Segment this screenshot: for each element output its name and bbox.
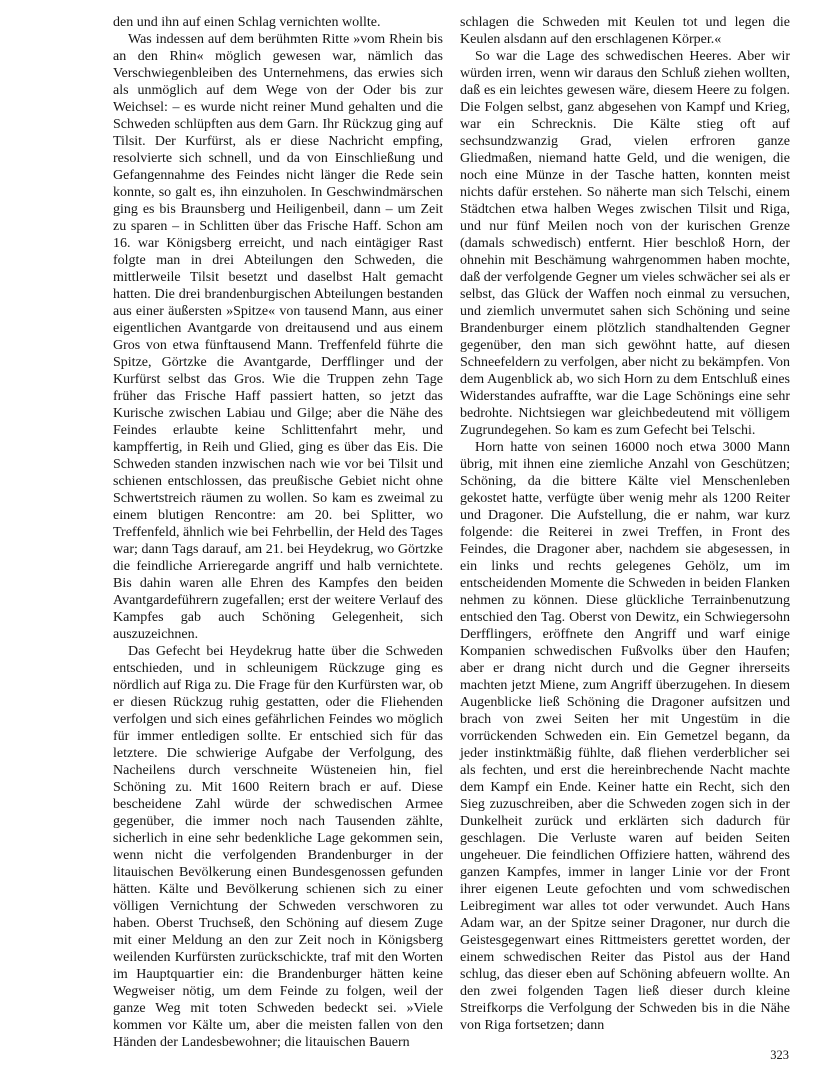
paragraph: So war die Lage des schwedischen Heeres. Aber wir würden irren, wenn wir daraus den Schluß ziehen wollten, daß es ein leichtes gewesen wäre, diesem Heere zu folgen. Die Folgen selbst, ganz abgesehen von Kampf und Krieg, war ein Schrecknis. Die Kälte stieg oft auf sechsundzwanzig Grad, vielen erfroren ganze Gliedmaßen, niemand hatte Geld, und die wenigen, die noch eine Münze in der Tasche hatten, konnten meist nichts dafür erstehen. So näherte man sich Telschi, einem Städtchen etwa halben Weges zwischen Tilsit und Riga, und nur fünf Meilen noch von der kurischen Grenze (damals schwedisch) entfernt. Hier beschloß Horn, der ohnehin mit Beschämung wahrgenommen haben mochte, daß der verfolgende Gegner um vieles schwächer sei als er selbst, das Glück der Waffen noch einmal zu versuchen, und ziemlich unvermutet sahen sich Schöning und seine Brandenburger einem plötzlich standhaltenden Gegner gegenüber, den man sich gewöhnt hatte, auf diesen Schneefeldern zu verfolgen, aber nicht zu bekämpfen. Von dem Augenblick ab, wo sich Horn zu dem Entschluß eines Widerstandes aufraffte, war die Lage Schönings eine sehr bedrohte. Nichtsiegen war gleichbedeutend mit völligem Zugrundegehen. So kam es zum Gefecht bei Telschi. (460, 49, 790, 438)
right-column (460, 14, 790, 1051)
paragraph: Was indessen auf dem berühmten Ritte »vom Rhein bis an den Rhin« möglich gewesen war, nämlich das Verschwiegenbleiben des Unternehmens, das erwies sich als unmöglich auf dem Wege von der Oder bis zur Weichsel: – es wurde nicht reiner Mund gehalten und die Schweden schlüpften aus dem Garn. Ihr Rückzug ging auf Tilsit. Der Kurfürst, als er diese Nachricht empfing, resolvierte sich schnell, und da von Einschließung und Gefangennahme des Feindes nicht länger die Rede sein konnte, so galt es, ihn einzuholen. In Geschwindmärschen ging es bis Braunsberg und Heiligenbeil, dann – um Zeit zu sparen – in Schlitten über das Frische Haff. Schon am 16. war Königsberg erreicht, und nach eintägiger Rast folgte man in drei Abteilungen den Schweden, die mittlerweile Tilsit besetzt und daselbst Halt gemacht hatten. Die drei brandenburgischen Abteilungen bestanden aus einer äußersten »Spitze« von tausend Mann, aus einer eigentlichen Avantgarde von dreitausend und aus einem Gros von etwa fünftausend Mann. Treffenfeld führte die Spitze, Görtzke die Avantgarde, Derfflinger und der Kurfürst selbst das Gros. Wie die Truppen zehn Tage früher das Frische Haff passiert hatten, so jetzt das Kurische zwischen Labiau und Gilge; aber die Nähe des Feindes erlaubte keine Schlittenfahrt mehr, und kampffertig, in Reih und Glied, ging es über das Eis. Die Schweden standen inzwischen nach wie vor bei Tilsit und schienen entschlossen, das preußische Gebiet nicht ohne Schwertstreich räumen zu wollen. So kam es zweimal zu einem blutigen Rencontre: am 20. bei Splitter, wo Treffenfeld, ähnlich wie bei Fehrbellin, der Held des Tages war; dann Tags darauf, am 21. bei Heydekrug, wo Görtzke die feindliche Arrieregarde angriff und halb vernichtete. Bis dahin waren alle Ehren des Kampfes den beiden Avantgardeführern zugefallen; erst der weitere Verlauf des Kampfes gab auch Schöning Gelegenheit, sich auszuzeichnen. (113, 32, 444, 642)
text-columns (113, 14, 790, 1051)
left-column (113, 14, 443, 1051)
paragraph: Horn hatte von seinen 16000 noch etwa 3000 Mann übrig, mit ihnen eine ziemliche Anzahl von Geschützen; Schöning, da die bittere Kälte viel Menschenleben gekostet hatte, verfügte über wenig mehr als 1200 Reiter und Dragoner. Die Aufstellung, die er nahm, war kurz folgende: die Reiterei in zwei Treffen, in Front des Feindes, die Dragoner aber, nachdem sie abgesessen, in ein links und rechts gelegenes Gehölz, um im entscheidenden Momente die Schweden in beiden Flanken nehmen zu können. Diese glückliche Terrainbenutzung entschied den Tag. Oberst von Dewitz, ein Schwiegersohn Derfflingers, eröffnete den Angriff und warf einige Kompanien schwedischen Fußvolks über den Haufen; aber er drang nicht durch und die Gegner ihrerseits machten jetzt Miene, zum Angriff überzugehen. In diesem Augenblicke ließ Schöning die Dragoner aufsitzen und brach von zwei Seiten her mit Ungestüm in die vorrückenden Schweden ein. Ein Gemetzel begann, da jeder instinktmäßig fühlte, daß fliehen verderblicher sei als fechten, und erst die hereinbrechende Nacht machte dem Kampf ein Ende. Keiner hatte ein Recht, sich den Sieg zuzuschreiben, aber die Schweden zogen sich in der Dunkelheit zurück und erklärten sich dadurch für geschlagen. Die Verluste waren auf beiden Seiten ungeheuer. Die feindlichen Offiziere hatten, während des ganzen Kampfes, immer in langer Linie vor der Front ihrer eigenen Leute gefochten und vom schwedischen Leibregiment war alles tot oder verwundet. Auch Hans Adam war, an der Spitze seiner Dragoner, nur durch die Geistesgegenwart eines Rittmeisters gerettet worden, der einem schwedischen Reiter das Pistol aus der Hand schlug, das dieser eben auf Schöning abfeuern wollte. An den zwei folgenden Tagen ließ dieser durch kleine Streifkorps die Verfolgung der Schweden bis in die Nähe von Riga fortsetzen; dann (460, 440, 790, 1033)
paragraph-continuation: schlagen die Schweden mit Keulen tot und legen die Keulen alsdann auf den erschlagenen Körper.« (460, 15, 790, 47)
page-number: 323 (770, 1048, 789, 1062)
paragraph-continuation: den und ihn auf einen Schlag vernichten wollte. (113, 15, 381, 30)
paragraph: Das Gefecht bei Heydekrug hatte über die Schweden entschieden, und in schleunigem Rückzuge ging es nördlich auf Riga zu. Die Frage für den Kurfürsten war, ob er diesen Rückzug ruhig gestatten, oder die Fliehenden verfolgen und sich eines gefährlichen Feindes wo möglich für immer entledigen sollte. Er entschied sich für das letztere. Die schwierige Aufgabe der Verfolgung, des Nacheilens durch verschneite Wüsteneien hin, fiel Schöning zu. Mit 1600 Reitern brach er auf. Diese bescheidene Zahl würde der schwedischen Armee gegenüber, die immer noch nach Tausenden zählte, sicherlich in eine sehr bedenkliche Lage gekommen sein, wenn nicht die verfolgenden Brandenburger in der litauischen Bevölkerung einen Bundesgenossen gefunden hätten. Kälte und Bevölkerung schienen sich zu einer völligen Vernichtung der Schweden verschworen zu haben. Oberst Truchseß, den Schöning auf diesem Zuge mit einer Meldung an den zur Zeit noch in Königsberg weilenden Kurfürsten zurückschickte, traf mit den Worten im Hauptquartier ein: die Brandenburger hätten keine Wegweiser nötig, um dem Feinde zu folgen, weil der ganze Weg mit toten Schweden bedeckt sei. »Viele kommen vor Kälte um, aber die meisten fallen von den Händen der Landesbewohner; die litauischen Bauern (113, 644, 443, 1050)
